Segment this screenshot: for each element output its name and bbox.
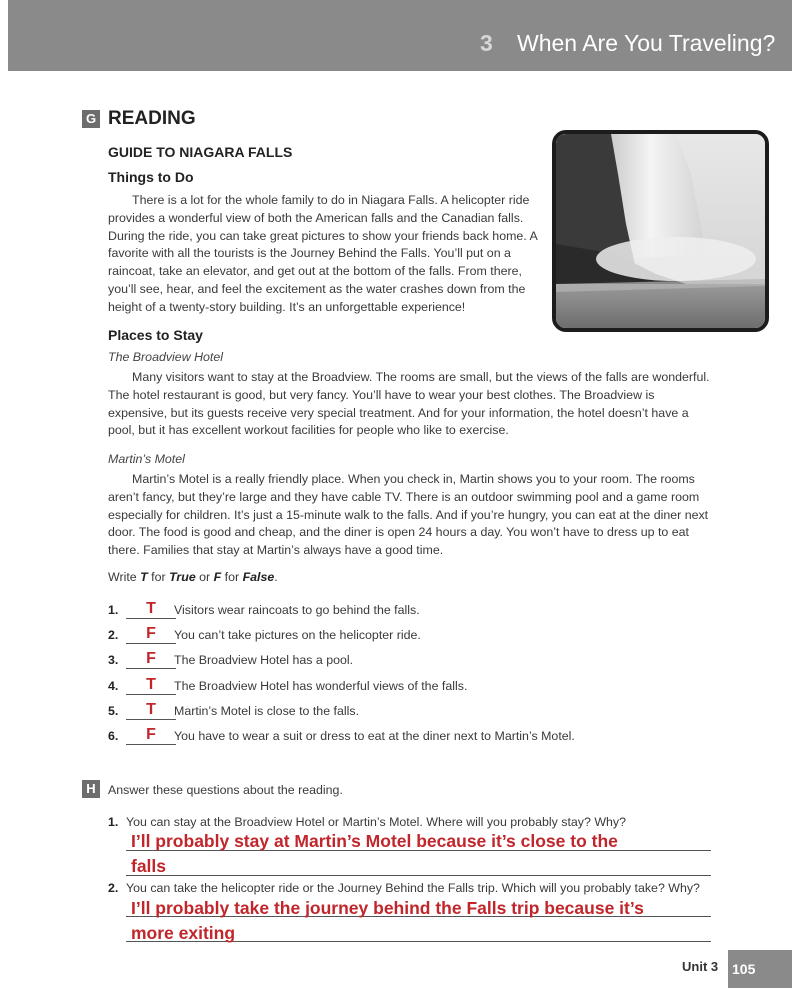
waterfall-image bbox=[556, 134, 765, 328]
page-number: 105 bbox=[728, 950, 792, 988]
guide-title: GUIDE TO NIAGARA FALLS bbox=[108, 144, 293, 160]
question-1-text: You can stay at the Broadview Hotel or Martin’s Motel. Where will you probably stay? Why? bbox=[126, 815, 626, 829]
broadview-title: The Broadview Hotel bbox=[108, 350, 224, 364]
question-2-answer-line-1[interactable]: I’ll probably take the journey behind the Falls trip because it’s bbox=[131, 898, 644, 918]
unit-number: 3 bbox=[480, 30, 493, 56]
unit-title: When Are You Traveling? bbox=[517, 30, 776, 56]
martins-text: Martin’s Motel is a really friendly place. When you check in, Martin shows you to your room. The rooms aren’t fancy, but they’re large and they have cable TV. There is an outdoor swimming pool and a game room especially for children. It’s just a 15-minute walk to the falls. And if you’re hungry, you can eat at the diner next door. The food is good and cheap, and the diner is open 24 hours a day. You won’t have to dress up to eat there. Families that stay at Martin’s always have a good time. bbox=[108, 472, 709, 558]
martins-title: Martin’s Motel bbox=[108, 452, 185, 466]
question-1-number: 1. bbox=[108, 815, 119, 829]
footer-unit-label: Unit 3 bbox=[682, 959, 719, 974]
tf-answer-blank[interactable]: T bbox=[126, 601, 176, 619]
true-false-instructions: Write T for True or F for False. bbox=[108, 570, 278, 584]
section-h-instructions: Answer these questions about the reading. bbox=[108, 783, 343, 797]
answer-line bbox=[126, 875, 711, 876]
reading-heading: READING bbox=[108, 108, 196, 129]
things-heading: Things to Do bbox=[108, 169, 194, 185]
martins-paragraph bbox=[108, 471, 714, 560]
tf-answer-blank[interactable]: T bbox=[126, 677, 176, 695]
header-bar bbox=[8, 0, 792, 71]
places-heading: Places to Stay bbox=[108, 327, 203, 343]
broadview-paragraph bbox=[108, 369, 714, 440]
tf-answer-blank[interactable]: T bbox=[126, 702, 176, 720]
question-2-text: You can take the helicopter ride or the Journey Behind the Falls trip. Which will you probably take? Why? bbox=[126, 881, 700, 895]
question-1-answer-line-1[interactable]: I’ll probably stay at Martin’s Motel because it’s close to the bbox=[131, 831, 618, 851]
section-h-badge: H bbox=[82, 780, 100, 798]
tf-answer-blank[interactable]: F bbox=[126, 727, 176, 745]
section-g-badge: G bbox=[82, 110, 100, 128]
broadview-text: Many visitors want to stay at the Broadview. The rooms are small, but the views of the falls are wonderful. The hotel restaurant is good, but very fancy. You’ll have to wear your best clothes. The Broadview is expensive, but its guests receive very special treatment. And for your information, the hotel doesn’t have a pool, but it has excellent workout facilities for people who like to exercise. bbox=[108, 370, 710, 438]
niagara-falls-photo bbox=[552, 130, 769, 332]
things-text: There is a lot for the whole family to do in Niagara Falls. A helicopter ride provides a wonderful view of both the American falls and the Canadian falls. During the ride, you can take great pictures to show your friends back home. A favorite with all the tourists is the Journey Behind the Falls. You’ll put on a raincoat, take an elevator, and get out at the bottom of the falls. From there, you’ll see, hear, and feel the excitement as the water crashes down from the height of a twenty-story building. It’s an unforgettable experience! bbox=[108, 193, 538, 314]
tf-answer-blank[interactable]: F bbox=[126, 651, 176, 669]
question-2-number: 2. bbox=[108, 881, 119, 895]
things-paragraph bbox=[108, 192, 544, 317]
question-1-answer-line-2[interactable]: falls bbox=[131, 856, 167, 876]
tf-answer-blank[interactable]: F bbox=[126, 626, 176, 644]
question-2-answer-line-2[interactable]: more exiting bbox=[131, 923, 236, 943]
